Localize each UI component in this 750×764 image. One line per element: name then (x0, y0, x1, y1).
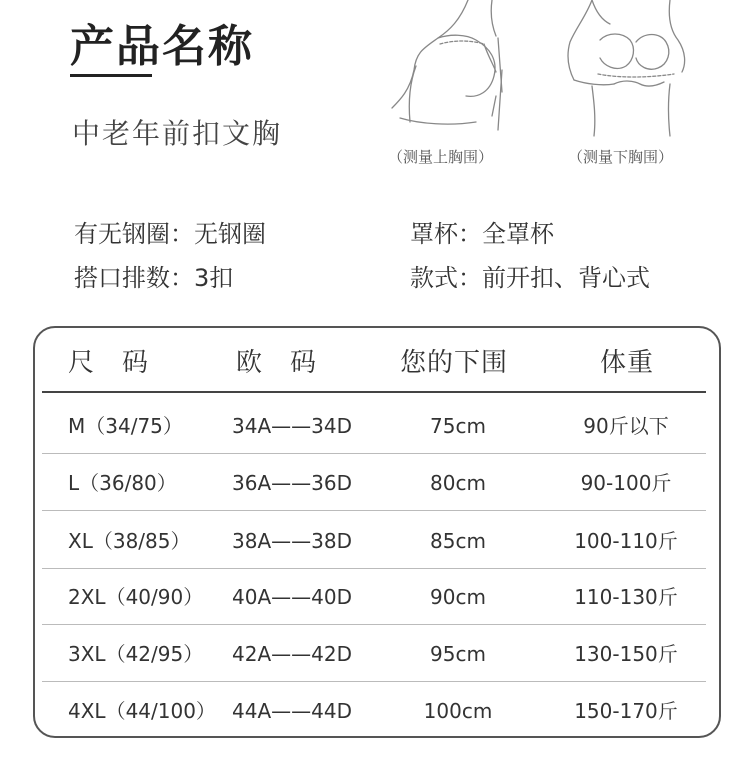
eu-size-cell: 38A——38D (232, 529, 352, 553)
column-header-underbust: 您的下围 (400, 348, 509, 378)
spec-cup: 罩杯：全罩杯 (410, 220, 554, 248)
eu-size-cell: 44A——44D (232, 699, 352, 723)
under-bust-caption: （测量下胸围） (568, 148, 674, 166)
underbust-cell: 80cm (430, 471, 486, 495)
eu-size-cell: 36A——36D (232, 471, 352, 495)
title-underline (70, 74, 152, 77)
eu-size-cell: 42A——42D (232, 642, 352, 666)
header-divider (42, 391, 706, 393)
eu-size-cell: 34A——34D (232, 414, 352, 438)
row-divider (42, 681, 706, 682)
table-row (42, 398, 706, 454)
underbust-cell: 75cm (430, 414, 486, 438)
row-divider (42, 624, 706, 625)
table-row (42, 683, 706, 739)
weight-cell: 110-130斤 (574, 585, 678, 609)
product-name: 中老年前扣文胸 (72, 117, 283, 150)
weight-cell: 130-150斤 (574, 642, 678, 666)
underbust-cell: 95cm (430, 642, 486, 666)
size-cell: 2XL（40/90） (68, 585, 204, 609)
spec-underwire: 有无钢圈：无钢圈 (74, 220, 266, 248)
table-row (42, 626, 706, 682)
column-header-size: 尺码 (68, 348, 177, 378)
table-row (42, 569, 706, 625)
size-cell: M（34/75） (68, 414, 183, 438)
size-cell: 4XL（44/100） (68, 699, 216, 723)
underbust-cell: 100cm (423, 699, 493, 723)
size-cell: XL（38/85） (68, 529, 191, 553)
weight-cell: 100-110斤 (574, 529, 678, 553)
underbust-cell: 90cm (430, 585, 486, 609)
woman-measuring-upper-bust-icon (380, 0, 530, 140)
woman-measuring-under-bust-icon (552, 0, 702, 140)
page-title: 产品名称 (70, 21, 254, 72)
size-cell: L（36/80） (68, 471, 177, 495)
spec-style: 款式：前开扣、背心式 (410, 264, 650, 292)
row-divider (42, 453, 706, 454)
table-row (42, 513, 706, 569)
table-row (42, 455, 706, 511)
row-divider (42, 510, 706, 511)
weight-cell: 90-100斤 (580, 471, 672, 495)
weight-cell: 90斤以下 (583, 414, 669, 438)
underbust-cell: 85cm (430, 529, 486, 553)
spec-hook-rows: 搭口排数：3扣 (74, 264, 234, 292)
weight-cell: 150-170斤 (574, 699, 678, 723)
column-header-weight: 体重 (600, 348, 655, 378)
upper-bust-caption: （测量上胸围） (388, 148, 494, 166)
eu-size-cell: 40A——40D (232, 585, 352, 609)
size-cell: 3XL（42/95） (68, 642, 204, 666)
column-header-eu-size: 欧码 (236, 348, 345, 378)
